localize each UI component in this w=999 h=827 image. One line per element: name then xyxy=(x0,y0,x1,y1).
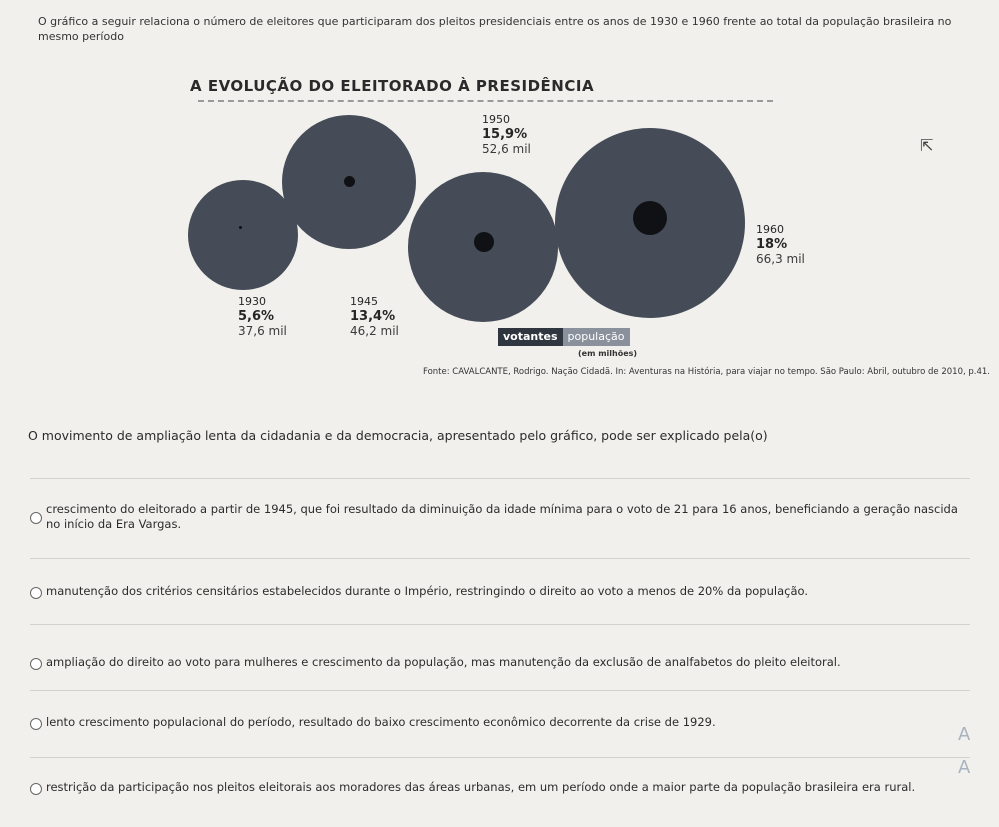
option-label: lento crescimento populacional do período, resultado do baixo crescimento econômico decorrente da crise de 1929. xyxy=(46,715,716,729)
voter-evolution-figure xyxy=(150,70,990,390)
intro-text: O gráfico a seguir relaciona o número de eleitores que participaram dos pleitos presidenciais entre os anos de 1930 e 1960 frente ao total da população brasileira no mesmo período xyxy=(38,15,952,43)
divider xyxy=(30,690,970,691)
option-label: crescimento do eleitorado a partir de 1945, que foi resultado da diminuição da idade mínima para o voto de 21 para 16 anos, beneficiando a geração nascida no início da Era Vargas. xyxy=(46,502,958,531)
voters-dot-1960 xyxy=(633,201,667,235)
option-label: manutenção dos critérios censitários estabelecidos durante o Império, restringindo o direito ao voto a menos de 20% da população. xyxy=(46,584,808,598)
option-label: ampliação do direito ao voto para mulheres e crescimento da população, mas manutenção da exclusão de analfabetos do pleito eleitoral. xyxy=(46,655,841,669)
option-label: restrição da participação nos pleitos eleitorais aos moradores das áreas urbanas, em um período onde a maior parte da população brasileira era rural. xyxy=(46,780,916,794)
pct-1960: 18% xyxy=(756,237,788,252)
label-1950 xyxy=(482,112,531,157)
total-1960: 66,3 mil xyxy=(756,252,805,266)
pct-1930: 5,6% xyxy=(238,309,275,324)
answer-option-5[interactable] xyxy=(30,780,970,795)
year-1960: 1960 xyxy=(756,223,784,236)
figure-source: Fonte: CAVALCANTE, Rodrigo. Nação Cidadã. In: Aventuras na História, para viajar no tempo. São Paulo: Abril, outubro de 2010, p.41. xyxy=(422,367,990,377)
divider xyxy=(30,757,970,758)
radio-button[interactable] xyxy=(30,587,42,599)
year-1930: 1930 xyxy=(238,295,266,308)
legend-population: população xyxy=(563,328,630,346)
total-1930: 37,6 mil xyxy=(238,324,287,338)
label-1930 xyxy=(238,294,287,339)
legend-unit-note: (em milhões) xyxy=(578,349,638,358)
answer-option-4[interactable] xyxy=(30,715,970,730)
divider xyxy=(30,624,970,625)
answer-option-3[interactable] xyxy=(30,655,970,670)
voters-dot-1930 xyxy=(239,226,242,229)
total-1950: 52,6 mil xyxy=(482,142,531,156)
legend xyxy=(498,328,630,346)
voters-dot-1950 xyxy=(474,232,494,252)
year-1945: 1945 xyxy=(350,295,378,308)
mouse-pointer-icon: ⇱ xyxy=(920,136,934,155)
side-letter-mark: A xyxy=(958,757,971,778)
radio-button[interactable] xyxy=(30,783,42,795)
pct-1945: 13,4% xyxy=(350,309,396,324)
divider xyxy=(30,558,970,559)
pct-1950: 15,9% xyxy=(482,127,528,142)
answer-option-2[interactable] xyxy=(30,584,970,599)
radio-button[interactable] xyxy=(30,512,42,524)
radio-button[interactable] xyxy=(30,718,42,730)
figure-title: A EVOLUÇÃO DO ELEITORADO À PRESIDÊNCIA xyxy=(190,77,595,95)
voters-dot-1945 xyxy=(344,176,355,187)
year-1950: 1950 xyxy=(482,113,510,126)
question-text: O movimento de ampliação lenta da cidadania e da democracia, apresentado pelo gráfico, pode ser explicado pela(o) xyxy=(28,428,768,443)
title-divider xyxy=(198,100,773,102)
legend-voters: votantes xyxy=(498,328,563,346)
label-1945 xyxy=(350,294,399,339)
total-1945: 46,2 mil xyxy=(350,324,399,338)
label-1960 xyxy=(756,222,805,267)
answer-option-1[interactable] xyxy=(30,502,970,532)
radio-button[interactable] xyxy=(30,658,42,670)
population-circle-1930 xyxy=(188,180,298,290)
divider xyxy=(30,478,970,479)
side-letter-mark: A xyxy=(958,724,971,745)
